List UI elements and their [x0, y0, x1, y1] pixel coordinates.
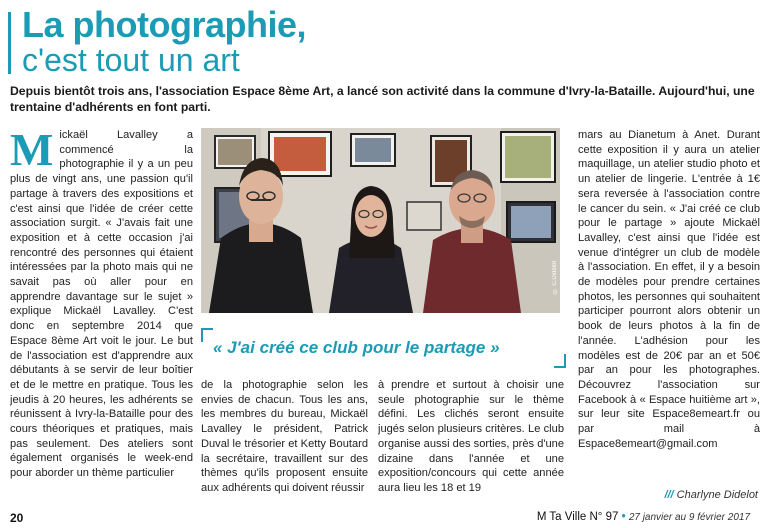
title-accent-bar	[8, 12, 11, 74]
pull-quote-text: « J'ai créé ce club pour le partage »	[213, 338, 500, 357]
article-photo	[201, 128, 560, 313]
page-title: La photographie,	[22, 4, 306, 45]
column-left-text: ickaël Lavalley a commencé la photographie il y a un peu plus de vingt ans, une passion qu'il partage à travers des expositions et c'est ainsi que l'idée de créer cette association surgit. « J'avais fait une exposition et à cette occasion j'ai rencontré des personnes qui étaient intéressées par la photo mais qui ne savait pas où aller pour en apprendre davantage sur le sujet » explique Mickaël Lavalley. C'est donc en septembre 2014 que Espace 8ème Art voit le jour. Le but de l'association est d'apprendre aux débutants à se servir de leur boîtier et de le mettre en pratique. Tous les jeudis à 20 heures, les adhérents se réunissent à Ivry-la-Bataille pour des cours théoriques et pratiques, mais pas seulement. Des ateliers sont également organisés le week-end pour aborder un thème particulier	[10, 129, 193, 480]
footer-separator: •	[621, 511, 626, 523]
quote-corner-bottom-right	[554, 354, 566, 368]
group-portrait-image	[201, 128, 560, 313]
article-column-right: mars au Dianetum à Anet. Durant cette exposition il y aura un atelier maquillage, un atelier studio photo et un atelier de lingerie. L'entrée à 1€ sera reversée à l'association contre le cancer du sein. « J'ai créé ce club pour le partage » ajoute Mickaël Lavalley, c'est ainsi que l'idée est venue d'intégrer un club de modèle à l'association. En effet, il y a besoin de modèles pour prendre certaines photos, les personnes qui souhaitent participer pourront alors obtenir un book de leurs photos à la fin de l'année. L'adhésion pour les modèles est de 20€ par an et 50€ par an pour les photographes. Découvrez l'association sur Facebook à « Espace huitième art », sur leur site Espace8emeart.fr ou par mail à Espace8emeart@gmail.com	[578, 129, 760, 450]
photo-credit: © C.Didelot	[552, 260, 558, 293]
magazine-issue: M Ta Ville N° 97	[536, 511, 619, 523]
article-column-left	[10, 128, 193, 510]
title-block	[8, 4, 408, 84]
author-name: Charlyne Didelot	[676, 489, 758, 501]
publication-info	[537, 511, 750, 523]
article-lead: Depuis bientôt trois ans, l'association Espace 8ème Art, a lancé son activité dans la commune d'Ivry-la-Bataille. Aujourd'hui, une trentaine d'adhérents en font parti.	[10, 84, 755, 114]
pull-quote	[201, 328, 566, 368]
author-signature	[664, 489, 758, 501]
article-column-middle-1: de la photographie selon les envies de chacun. Tous les ans, les membres du bureau, Mickaël Lavalley le président, Patrick Duval le trésorier et Ketty Boutard la secrétaire, travaillent sur des thèmes qu'ils proposent ensuite aux adhérents qui doivent réussir	[201, 379, 368, 494]
dropcap: M	[10, 128, 54, 175]
article-column-middle-2: à prendre et surtout à choisir une seule photographie sur le thème défini. Les clichés seront ensuite jugés selon plusieurs critères. Le club organise aussi des sorties, près d'une dizaine dans l'année et une exposition/concours qui cette année aura lieu les 18 et 19	[378, 379, 564, 494]
page-subtitle: c'est tout un art	[22, 42, 240, 78]
page-number: 20	[10, 511, 24, 525]
signature-mark: ///	[664, 489, 674, 501]
issue-dates: 27 janvier au 9 février 2017	[628, 512, 750, 523]
quote-corner-top-left	[201, 328, 213, 342]
page-footer	[0, 509, 770, 528]
